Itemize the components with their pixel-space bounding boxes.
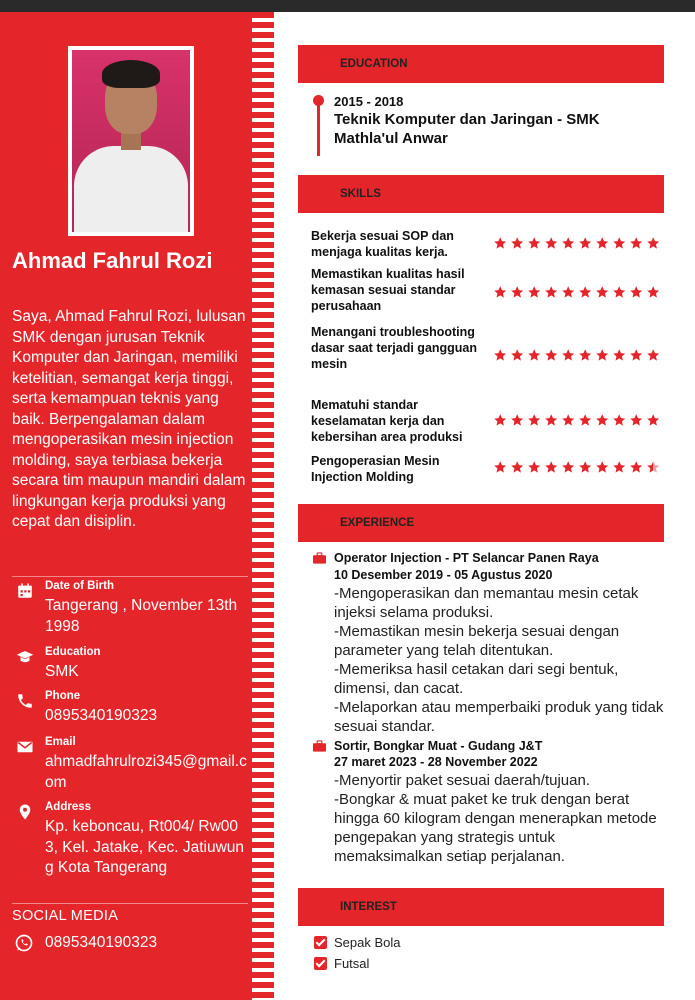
star-icon bbox=[510, 413, 524, 427]
star-icon bbox=[595, 348, 609, 362]
star-icon bbox=[629, 236, 643, 250]
star-icon bbox=[527, 236, 541, 250]
info-value: Kp. keboncau, Rt004/ Rw003, Kel. Jatake, Kec. Jatiuwung Kota Tangerang bbox=[45, 818, 245, 876]
star-icon bbox=[595, 413, 609, 427]
star-icon bbox=[595, 236, 609, 250]
star-icon bbox=[646, 348, 660, 362]
star-icon bbox=[527, 285, 541, 299]
star-icon bbox=[527, 348, 541, 362]
star-icon bbox=[595, 285, 609, 299]
skill-rating bbox=[493, 348, 665, 364]
skill-name: Menangani troubleshooting dasar saat terjadi gangguan mesin bbox=[311, 325, 478, 371]
skill-name: Mematuhi standar keselamatan kerja dan kebersihan area produksi bbox=[311, 398, 463, 444]
star-icon bbox=[510, 236, 524, 250]
experience-title: Sortir, Bongkar Muat - Gudang J&T bbox=[334, 739, 543, 753]
star-icon bbox=[544, 348, 558, 362]
sidebar-divider bbox=[12, 903, 248, 904]
skill-rating bbox=[493, 413, 665, 429]
star-icon bbox=[544, 285, 558, 299]
profile-photo-image bbox=[72, 50, 190, 232]
info-value: Tangerang , November 13th 1998 bbox=[45, 597, 238, 635]
skill-rating bbox=[493, 460, 665, 476]
profile-name: Ahmad Fahrul Rozi bbox=[12, 248, 213, 273]
timeline-line bbox=[317, 104, 320, 156]
social-item-whatsapp bbox=[12, 932, 248, 954]
star-icon bbox=[646, 236, 660, 250]
whatsapp-icon bbox=[14, 933, 34, 953]
experience-date: 10 Desember 2019 - 05 Agustus 2020 bbox=[334, 568, 553, 582]
interest-item: Sepak Bola bbox=[334, 935, 401, 950]
checkbox-icon bbox=[314, 936, 327, 949]
description-line: -Melaporkan atau memperbaiki produk yang tidak sesuai standar. bbox=[334, 699, 664, 735]
section-title: INTEREST bbox=[340, 901, 397, 913]
info-label: Phone bbox=[45, 690, 81, 702]
education-school: Teknik Komputer dan Jaringan - SMK Mathla'ul Anwar bbox=[334, 111, 600, 147]
star-icon bbox=[510, 460, 524, 474]
star-icon bbox=[595, 460, 609, 474]
star-icon bbox=[561, 348, 575, 362]
skill-name: Bekerja sesuai SOP dan menjaga kualitas kerja. bbox=[311, 229, 454, 259]
sidebar-zigzag-edge bbox=[250, 12, 276, 1000]
star-icon bbox=[646, 285, 660, 299]
star-icon bbox=[527, 413, 541, 427]
star-icon bbox=[578, 413, 592, 427]
star-icon bbox=[561, 236, 575, 250]
profile-photo bbox=[68, 46, 194, 236]
star-icon bbox=[629, 348, 643, 362]
graduation-cap-icon bbox=[16, 648, 34, 666]
info-label: Date of Birth bbox=[45, 580, 114, 592]
section-title: EDUCATION bbox=[340, 58, 408, 70]
star-icon bbox=[578, 460, 592, 474]
section-header-skills bbox=[298, 175, 664, 213]
briefcase-icon bbox=[313, 552, 326, 564]
top-status-bar bbox=[0, 0, 695, 12]
info-value: SMK bbox=[45, 663, 79, 680]
social-value: 0895340190323 bbox=[45, 934, 158, 951]
experience-description bbox=[334, 771, 664, 866]
star-icon bbox=[612, 236, 626, 250]
section-header-interest bbox=[298, 888, 664, 926]
star-icon bbox=[493, 236, 507, 250]
skill-name: Memastikan kualitas hasil kemasan sesuai standar perusahaan bbox=[311, 267, 465, 313]
star-icon bbox=[561, 285, 575, 299]
description-line: -Memastikan mesin bekerja sesuai dengan parameter yang telah ditentukan. bbox=[334, 623, 620, 659]
star-icon bbox=[493, 285, 507, 299]
description-line: -Menyortir paket sesuai daerah/tujuan. bbox=[334, 772, 590, 789]
info-label: Email bbox=[45, 736, 76, 748]
section-title: SKILLS bbox=[340, 188, 381, 200]
mail-icon bbox=[16, 738, 34, 756]
star-icon bbox=[629, 285, 643, 299]
star-icon bbox=[646, 413, 660, 427]
section-title: EXPERIENCE bbox=[340, 517, 415, 529]
star-icon bbox=[493, 460, 507, 474]
interest-item: Futsal bbox=[334, 956, 370, 971]
star-icon bbox=[527, 460, 541, 474]
education-years: 2015 - 2018 bbox=[334, 94, 404, 109]
star-icon bbox=[646, 460, 660, 474]
star-icon bbox=[612, 285, 626, 299]
section-header-experience bbox=[298, 504, 664, 542]
info-value: ahmadfahrulrozi345@gmail.com bbox=[45, 753, 247, 791]
star-icon bbox=[612, 413, 626, 427]
section-header-education bbox=[298, 45, 664, 83]
experience-description bbox=[334, 584, 664, 736]
info-label: Education bbox=[45, 646, 101, 658]
star-icon bbox=[629, 460, 643, 474]
experience-date: 27 maret 2023 - 28 November 2022 bbox=[334, 755, 538, 769]
experience-title: Operator Injection - PT Selancar Panen Raya bbox=[334, 551, 599, 565]
star-icon bbox=[510, 348, 524, 362]
info-label: Address bbox=[45, 801, 92, 813]
star-icon bbox=[578, 236, 592, 250]
skill-rating bbox=[493, 285, 665, 301]
star-icon bbox=[561, 413, 575, 427]
star-icon bbox=[578, 348, 592, 362]
star-icon bbox=[612, 348, 626, 362]
star-icon bbox=[578, 285, 592, 299]
skill-rating bbox=[493, 236, 665, 252]
calendar-icon bbox=[16, 582, 34, 600]
star-icon bbox=[629, 413, 643, 427]
location-pin-icon bbox=[16, 803, 34, 821]
description-line: -Memeriksa hasil cetakan dari segi bentuk, dimensi, dan cacat. bbox=[334, 661, 619, 697]
star-icon bbox=[544, 236, 558, 250]
star-icon bbox=[612, 460, 626, 474]
checkbox-icon bbox=[314, 957, 327, 970]
star-icon bbox=[561, 460, 575, 474]
star-icon bbox=[510, 285, 524, 299]
star-icon bbox=[493, 348, 507, 362]
description-line: -Mengoperasikan dan memantau mesin cetak injeksi selama produksi. bbox=[334, 585, 639, 621]
star-icon bbox=[544, 413, 558, 427]
skill-name: Pengoperasian Mesin Injection Molding bbox=[311, 454, 440, 484]
social-media-title: SOCIAL MEDIA bbox=[12, 908, 119, 924]
briefcase-icon bbox=[313, 740, 326, 752]
star-icon bbox=[544, 460, 558, 474]
phone-icon bbox=[16, 692, 34, 710]
profile-summary: Saya, Ahmad Fahrul Rozi, lulusan SMK dengan jurusan Teknik Komputer dan Jaringan, memiliki ketelitian, semangat kerja tinggi, serta kemampuan teknis yang baik. Berpengalaman dalam mengoperasikan mesin injection molding, saya terbiasa bekerja secara tim maupun mandiri dalam lingkungan kerja produksi yang cepat dan disiplin. bbox=[12, 308, 246, 530]
description-line: -Bongkar & muat paket ke truk dengan berat hingga 60 kilogram dengan menerapkan metode pengepakan yang strategis untuk memaksimalkan setiap perjalanan. bbox=[334, 791, 657, 865]
star-icon bbox=[493, 413, 507, 427]
sidebar-divider bbox=[12, 576, 248, 577]
info-value: 0895340190323 bbox=[45, 707, 158, 724]
